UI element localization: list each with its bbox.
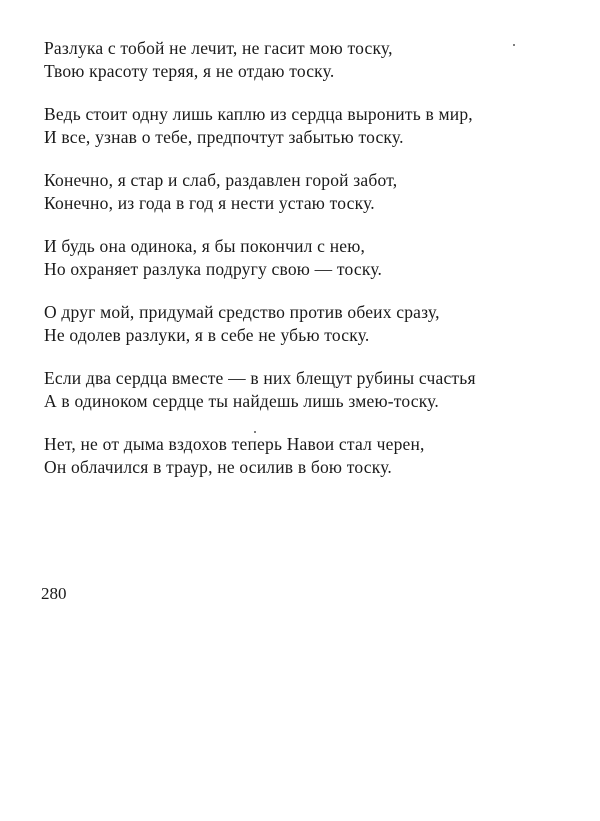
page-number: 280	[41, 584, 67, 603]
poem-line: Но охраняет разлука подругу свою — тоску.	[44, 259, 383, 279]
poem-line: Твою красоту теряя, я не отдаю тоску.	[44, 61, 335, 81]
poem-line: О друг мой, придумай средство против обеих сразу,	[44, 302, 440, 322]
print-speck	[513, 44, 515, 46]
stanza	[44, 367, 564, 413]
poem-line: И будь она одинока, я бы покончил с нею,	[44, 236, 366, 256]
print-speck	[254, 431, 256, 433]
stanza	[44, 301, 564, 347]
stanza	[44, 433, 564, 479]
poem-line: Конечно, я стар и слаб, раздавлен горой забот,	[44, 170, 398, 190]
poem-line: Нет, не от дыма вздохов теперь Навои стал черен,	[44, 434, 425, 454]
poem-line: Разлука с тобой не лечит, не гасит мою тоску,	[44, 38, 393, 58]
stanza	[44, 169, 564, 215]
poem-line: Ведь стоит одну лишь каплю из сердца выронить в мир,	[44, 104, 473, 124]
poem	[44, 37, 564, 499]
poem-line: Не одолев разлуки, я в себе не убью тоску.	[44, 325, 370, 345]
stanza	[44, 37, 564, 83]
poem-line: И все, узнав о тебе, предпочтут забытью тоску.	[44, 127, 404, 147]
poem-line: Он облачился в траур, не осилив в бою тоску.	[44, 457, 392, 477]
stanza	[44, 103, 564, 149]
stanza	[44, 235, 564, 281]
poem-line: Если два сердца вместе — в них блещут рубины счастья	[44, 368, 476, 388]
poem-line: Конечно, из года в год я нести устаю тоску.	[44, 193, 375, 213]
poem-line: А в одиноком сердце ты найдешь лишь змею-тоску.	[44, 391, 439, 411]
